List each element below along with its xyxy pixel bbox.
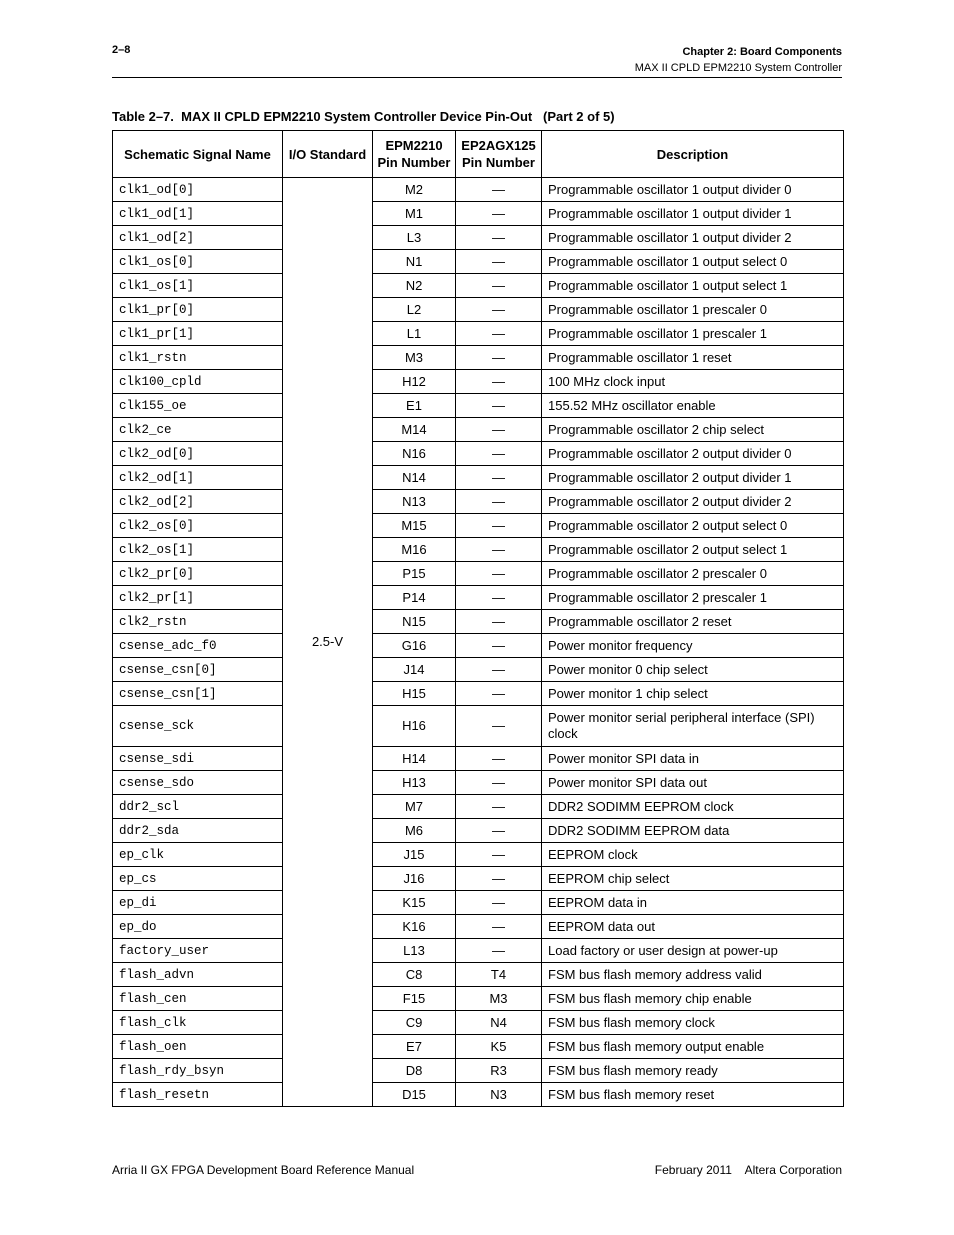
table-row — [113, 795, 844, 819]
signal-name-cell: clk155_oe — [113, 394, 283, 418]
epm-pin-cell: M16 — [373, 538, 456, 562]
agx-pin-cell: — — [456, 178, 542, 202]
signal-name-cell: ep_clk — [113, 843, 283, 867]
pinout-table — [112, 130, 844, 1107]
signal-name-cell: flash_clk — [113, 1011, 283, 1035]
description-cell: Power monitor serial peripheral interface (SPI) clock — [542, 706, 844, 747]
signal-name-cell: clk2_ce — [113, 418, 283, 442]
agx-pin-cell: — — [456, 346, 542, 370]
col-header-agx — [456, 131, 542, 178]
table-caption: Table 2–7. MAX II CPLD EPM2210 System Controller Device Pin-Out (Part 2 of 5) — [112, 109, 615, 124]
description-cell: Programmable oscillator 2 output select 1 — [542, 538, 844, 562]
description-cell: EEPROM data in — [542, 891, 844, 915]
table-row — [113, 1035, 844, 1059]
epm-pin-cell: H15 — [373, 682, 456, 706]
signal-name-cell: csense_sdo — [113, 771, 283, 795]
agx-pin-cell: — — [456, 250, 542, 274]
epm-pin-cell: F15 — [373, 987, 456, 1011]
agx-pin-cell: — — [456, 795, 542, 819]
agx-pin-cell: — — [456, 298, 542, 322]
epm-pin-cell: N16 — [373, 442, 456, 466]
description-cell: 155.52 MHz oscillator enable — [542, 394, 844, 418]
table-row — [113, 322, 844, 346]
agx-pin-cell: — — [456, 658, 542, 682]
chapter-title: Chapter 2: Board Components — [682, 46, 842, 58]
table-row — [113, 706, 844, 747]
description-cell: Power monitor frequency — [542, 634, 844, 658]
description-cell: Programmable oscillator 2 output divider 0 — [542, 442, 844, 466]
table-row — [113, 891, 844, 915]
col-header-agx-line2: Pin Number — [462, 155, 535, 170]
description-cell: Programmable oscillator 1 reset — [542, 346, 844, 370]
description-cell: FSM bus flash memory output enable — [542, 1035, 844, 1059]
description-cell: Programmable oscillator 1 prescaler 1 — [542, 322, 844, 346]
col-header-signal: Schematic Signal Name — [113, 131, 283, 178]
table-header-row — [113, 131, 844, 178]
epm-pin-cell: E7 — [373, 1035, 456, 1059]
signal-name-cell: clk1_pr[0] — [113, 298, 283, 322]
agx-pin-cell: — — [456, 322, 542, 346]
table-row — [113, 987, 844, 1011]
agx-pin-cell: — — [456, 819, 542, 843]
table-row — [113, 771, 844, 795]
table-row — [113, 1011, 844, 1035]
signal-name-cell: csense_sck — [113, 706, 283, 747]
epm-pin-cell: H12 — [373, 370, 456, 394]
description-cell: Programmable oscillator 2 output divider 1 — [542, 466, 844, 490]
col-header-io: I/O Standard — [283, 131, 373, 178]
description-cell: EEPROM chip select — [542, 867, 844, 891]
agx-pin-cell: — — [456, 490, 542, 514]
signal-name-cell: flash_oen — [113, 1035, 283, 1059]
epm-pin-cell: D15 — [373, 1083, 456, 1107]
signal-name-cell: clk2_os[0] — [113, 514, 283, 538]
agx-pin-cell: T4 — [456, 963, 542, 987]
description-cell: Programmable oscillator 2 prescaler 0 — [542, 562, 844, 586]
signal-name-cell: clk2_os[1] — [113, 538, 283, 562]
signal-name-cell: csense_sdi — [113, 747, 283, 771]
table-row — [113, 418, 844, 442]
col-header-agx-line1: EP2AGX125 — [461, 138, 536, 153]
description-cell: DDR2 SODIMM EEPROM clock — [542, 795, 844, 819]
description-cell: EEPROM data out — [542, 915, 844, 939]
epm-pin-cell: P15 — [373, 562, 456, 586]
agx-pin-cell: — — [456, 891, 542, 915]
table-row — [113, 514, 844, 538]
epm-pin-cell: D8 — [373, 1059, 456, 1083]
epm-pin-cell: N2 — [373, 274, 456, 298]
description-cell: FSM bus flash memory chip enable — [542, 987, 844, 1011]
description-cell: Programmable oscillator 2 chip select — [542, 418, 844, 442]
agx-pin-cell: — — [456, 915, 542, 939]
agx-pin-cell: — — [456, 747, 542, 771]
agx-pin-cell: — — [456, 586, 542, 610]
agx-pin-cell: — — [456, 466, 542, 490]
epm-pin-cell: M14 — [373, 418, 456, 442]
agx-pin-cell: — — [456, 562, 542, 586]
agx-pin-cell: — — [456, 226, 542, 250]
col-header-epm-line1: EPM2210 — [385, 138, 443, 153]
agx-pin-cell: M3 — [456, 987, 542, 1011]
epm-pin-cell: L1 — [373, 322, 456, 346]
description-cell: Power monitor 0 chip select — [542, 658, 844, 682]
table-row — [113, 202, 844, 226]
signal-name-cell: clk2_od[1] — [113, 466, 283, 490]
signal-name-cell: flash_cen — [113, 987, 283, 1011]
signal-name-cell: clk1_os[0] — [113, 250, 283, 274]
epm-pin-cell: J15 — [373, 843, 456, 867]
signal-name-cell: factory_user — [113, 939, 283, 963]
table-row — [113, 819, 844, 843]
description-cell: Programmable oscillator 2 output divider 2 — [542, 490, 844, 514]
col-header-desc: Description — [542, 131, 844, 178]
footer-manual: Arria II GX FPGA Development Board Reference Manual — [112, 1163, 415, 1177]
description-cell: Programmable oscillator 2 reset — [542, 610, 844, 634]
agx-pin-cell: N3 — [456, 1083, 542, 1107]
table-row — [113, 658, 844, 682]
signal-name-cell: clk2_pr[1] — [113, 586, 283, 610]
epm-pin-cell: J14 — [373, 658, 456, 682]
epm-pin-cell: C8 — [373, 963, 456, 987]
signal-name-cell: clk1_od[0] — [113, 178, 283, 202]
table-row — [113, 394, 844, 418]
signal-name-cell: ep_do — [113, 915, 283, 939]
agx-pin-cell: — — [456, 394, 542, 418]
epm-pin-cell: H13 — [373, 771, 456, 795]
epm-pin-cell: K16 — [373, 915, 456, 939]
description-cell: Power monitor 1 chip select — [542, 682, 844, 706]
table-row — [113, 939, 844, 963]
epm-pin-cell: N1 — [373, 250, 456, 274]
description-cell: Power monitor SPI data out — [542, 771, 844, 795]
description-cell: Programmable oscillator 2 output select 0 — [542, 514, 844, 538]
epm-pin-cell: N13 — [373, 490, 456, 514]
table-row — [113, 250, 844, 274]
signal-name-cell: clk2_od[2] — [113, 490, 283, 514]
table-row — [113, 178, 844, 202]
table-row — [113, 1083, 844, 1107]
epm-pin-cell: N15 — [373, 610, 456, 634]
signal-name-cell: ddr2_sda — [113, 819, 283, 843]
table-row — [113, 843, 844, 867]
epm-pin-cell: M2 — [373, 178, 456, 202]
agx-pin-cell: — — [456, 682, 542, 706]
table-row — [113, 274, 844, 298]
description-cell: FSM bus flash memory ready — [542, 1059, 844, 1083]
io-standard-cell: 2.5-V — [283, 178, 373, 1107]
table-row — [113, 867, 844, 891]
section-title: MAX II CPLD EPM2210 System Controller — [634, 62, 842, 74]
description-cell: EEPROM clock — [542, 843, 844, 867]
description-cell: DDR2 SODIMM EEPROM data — [542, 819, 844, 843]
description-cell: Programmable oscillator 1 output divider 2 — [542, 226, 844, 250]
signal-name-cell: clk1_od[2] — [113, 226, 283, 250]
agx-pin-cell: K5 — [456, 1035, 542, 1059]
agx-pin-cell: — — [456, 939, 542, 963]
epm-pin-cell: L2 — [373, 298, 456, 322]
description-cell: Programmable oscillator 1 output select 0 — [542, 250, 844, 274]
epm-pin-cell: M6 — [373, 819, 456, 843]
agx-pin-cell: R3 — [456, 1059, 542, 1083]
signal-name-cell: csense_csn[1] — [113, 682, 283, 706]
signal-name-cell: flash_resetn — [113, 1083, 283, 1107]
signal-name-cell: clk2_pr[0] — [113, 562, 283, 586]
agx-pin-cell: N4 — [456, 1011, 542, 1035]
epm-pin-cell: K15 — [373, 891, 456, 915]
signal-name-cell: clk1_os[1] — [113, 274, 283, 298]
signal-name-cell: clk1_pr[1] — [113, 322, 283, 346]
signal-name-cell: clk2_rstn — [113, 610, 283, 634]
description-cell: Power monitor SPI data in — [542, 747, 844, 771]
epm-pin-cell: L3 — [373, 226, 456, 250]
table-body — [113, 178, 844, 1107]
table-row — [113, 226, 844, 250]
agx-pin-cell: — — [456, 771, 542, 795]
description-cell: Programmable oscillator 1 output select 1 — [542, 274, 844, 298]
signal-name-cell: ddr2_scl — [113, 795, 283, 819]
agx-pin-cell: — — [456, 442, 542, 466]
col-header-epm — [373, 131, 456, 178]
epm-pin-cell: P14 — [373, 586, 456, 610]
page-number: 2–8 — [112, 44, 131, 56]
agx-pin-cell: — — [456, 706, 542, 747]
signal-name-cell: ep_cs — [113, 867, 283, 891]
description-cell: FSM bus flash memory reset — [542, 1083, 844, 1107]
epm-pin-cell: M1 — [373, 202, 456, 226]
epm-pin-cell: C9 — [373, 1011, 456, 1035]
agx-pin-cell: — — [456, 274, 542, 298]
description-cell: FSM bus flash memory address valid — [542, 963, 844, 987]
table-row — [113, 562, 844, 586]
table-row — [113, 1059, 844, 1083]
signal-name-cell: clk1_rstn — [113, 346, 283, 370]
epm-pin-cell: M7 — [373, 795, 456, 819]
signal-name-cell: flash_advn — [113, 963, 283, 987]
col-header-epm-line2: Pin Number — [377, 155, 451, 170]
signal-name-cell: ep_di — [113, 891, 283, 915]
signal-name-cell: csense_csn[0] — [113, 658, 283, 682]
table-row — [113, 442, 844, 466]
description-cell: Programmable oscillator 1 output divider 1 — [542, 202, 844, 226]
signal-name-cell: clk2_od[0] — [113, 442, 283, 466]
agx-pin-cell: — — [456, 634, 542, 658]
agx-pin-cell: — — [456, 610, 542, 634]
table-row — [113, 346, 844, 370]
epm-pin-cell: M3 — [373, 346, 456, 370]
table-row — [113, 466, 844, 490]
running-header — [635, 44, 842, 76]
table-row — [113, 538, 844, 562]
epm-pin-cell: N14 — [373, 466, 456, 490]
header-rule — [112, 77, 842, 78]
table-row — [113, 586, 844, 610]
signal-name-cell: csense_adc_f0 — [113, 634, 283, 658]
table-row — [113, 370, 844, 394]
epm-pin-cell: L13 — [373, 939, 456, 963]
epm-pin-cell: J16 — [373, 867, 456, 891]
table-row — [113, 915, 844, 939]
table-row — [113, 298, 844, 322]
agx-pin-cell: — — [456, 843, 542, 867]
epm-pin-cell: H14 — [373, 747, 456, 771]
agx-pin-cell: — — [456, 538, 542, 562]
epm-pin-cell: H16 — [373, 706, 456, 747]
agx-pin-cell: — — [456, 202, 542, 226]
table-row — [113, 747, 844, 771]
signal-name-cell: flash_rdy_bsyn — [113, 1059, 283, 1083]
agx-pin-cell: — — [456, 867, 542, 891]
description-cell: Programmable oscillator 1 prescaler 0 — [542, 298, 844, 322]
description-cell: Programmable oscillator 1 output divider 0 — [542, 178, 844, 202]
footer-date-company: February 2011 Altera Corporation — [654, 1163, 842, 1177]
table-row — [113, 963, 844, 987]
table-row — [113, 682, 844, 706]
table-row — [113, 610, 844, 634]
table-row — [113, 490, 844, 514]
description-cell: FSM bus flash memory clock — [542, 1011, 844, 1035]
epm-pin-cell: M15 — [373, 514, 456, 538]
description-cell: Load factory or user design at power-up — [542, 939, 844, 963]
agx-pin-cell: — — [456, 418, 542, 442]
epm-pin-cell: E1 — [373, 394, 456, 418]
signal-name-cell: clk1_od[1] — [113, 202, 283, 226]
agx-pin-cell: — — [456, 370, 542, 394]
epm-pin-cell: G16 — [373, 634, 456, 658]
signal-name-cell: clk100_cpld — [113, 370, 283, 394]
description-cell: 100 MHz clock input — [542, 370, 844, 394]
table-row — [113, 634, 844, 658]
agx-pin-cell: — — [456, 514, 542, 538]
description-cell: Programmable oscillator 2 prescaler 1 — [542, 586, 844, 610]
